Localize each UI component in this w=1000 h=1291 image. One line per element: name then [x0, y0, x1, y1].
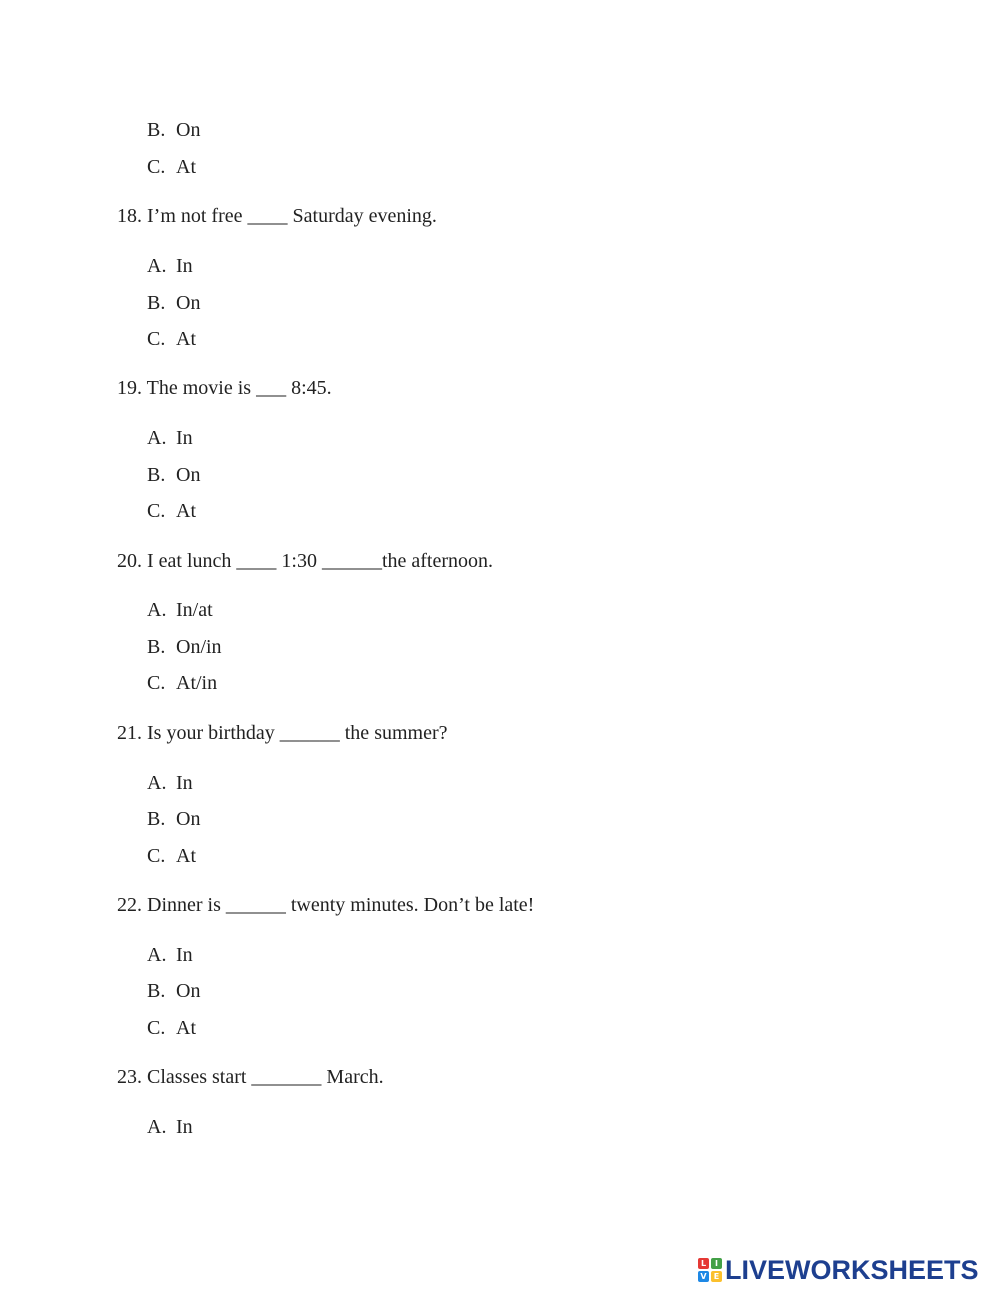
option-text: On [176, 464, 201, 486]
answer-option[interactable] [147, 327, 196, 351]
answer-option[interactable] [147, 943, 193, 967]
option-text: On [176, 808, 201, 830]
question-text: 18. I’m not free ____ Saturday evening. [117, 205, 437, 227]
answer-option[interactable] [147, 155, 196, 179]
live-logo-mark [698, 1258, 722, 1282]
answer-option[interactable] [147, 463, 200, 487]
option-letter: B. [147, 292, 166, 314]
option-text: On [176, 119, 201, 141]
answer-option[interactable] [147, 671, 217, 695]
option-letter: A. [147, 944, 167, 966]
option-letter: B. [147, 808, 166, 830]
answer-option[interactable] [147, 635, 222, 659]
option-letter: C. [147, 500, 166, 522]
option-text: At [176, 845, 196, 867]
question-text: 20. I eat lunch ____ 1:30 ______the afternoon. [117, 550, 494, 572]
question-text: 22. Dinner is ______ twenty minutes. Don’t be late! [117, 894, 535, 916]
option-text: At [176, 1017, 196, 1039]
option-letter: A. [147, 1116, 167, 1138]
option-letter: C. [147, 1017, 166, 1039]
option-text: At/in [176, 672, 218, 694]
logo-mark-l: L [698, 1258, 709, 1269]
option-text: In [176, 427, 193, 449]
answer-option[interactable] [147, 254, 193, 278]
option-letter: C. [147, 672, 166, 694]
option-text: At [176, 328, 196, 350]
answer-option[interactable] [147, 499, 196, 523]
logo-mark-i: I [711, 1258, 722, 1269]
logo-mark-v: V [698, 1271, 709, 1282]
logo-mark-e: E [711, 1271, 722, 1282]
option-letter: A. [147, 427, 167, 449]
liveworksheets-logo[interactable] [698, 1254, 979, 1286]
question-text: 23. Classes start _______ March. [117, 1066, 384, 1088]
option-letter: C. [147, 845, 166, 867]
answer-option[interactable] [147, 118, 200, 142]
question-text: 19. The movie is ___ 8:45. [117, 377, 332, 399]
answer-option[interactable] [147, 771, 193, 795]
option-text: In [176, 944, 193, 966]
question-text: 21. Is your birthday ______ the summer? [117, 722, 448, 744]
option-letter: B. [147, 464, 166, 486]
option-letter: A. [147, 772, 167, 794]
option-text: At [176, 500, 196, 522]
option-letter: C. [147, 156, 166, 178]
answer-option[interactable] [147, 426, 193, 450]
option-text: In/at [176, 599, 213, 621]
answer-option[interactable] [147, 844, 196, 868]
answer-option[interactable] [147, 1115, 193, 1139]
answer-option[interactable] [147, 291, 200, 315]
option-text: In [176, 772, 193, 794]
answer-option[interactable] [147, 807, 200, 831]
logo-text: LIVEWORKSHEETS [725, 1255, 979, 1285]
option-text: On/in [176, 636, 222, 658]
option-letter: A. [147, 255, 167, 277]
option-letter: C. [147, 328, 166, 350]
option-text: On [176, 980, 201, 1002]
option-text: In [176, 1116, 193, 1138]
answer-option[interactable] [147, 1016, 196, 1040]
option-letter: A. [147, 599, 167, 621]
option-text: In [176, 255, 193, 277]
option-text: On [176, 292, 201, 314]
option-letter: B. [147, 980, 166, 1002]
answer-option[interactable] [147, 979, 200, 1003]
option-letter: B. [147, 119, 166, 141]
option-text: At [176, 156, 196, 178]
answer-option[interactable] [147, 598, 213, 622]
option-letter: B. [147, 636, 166, 658]
